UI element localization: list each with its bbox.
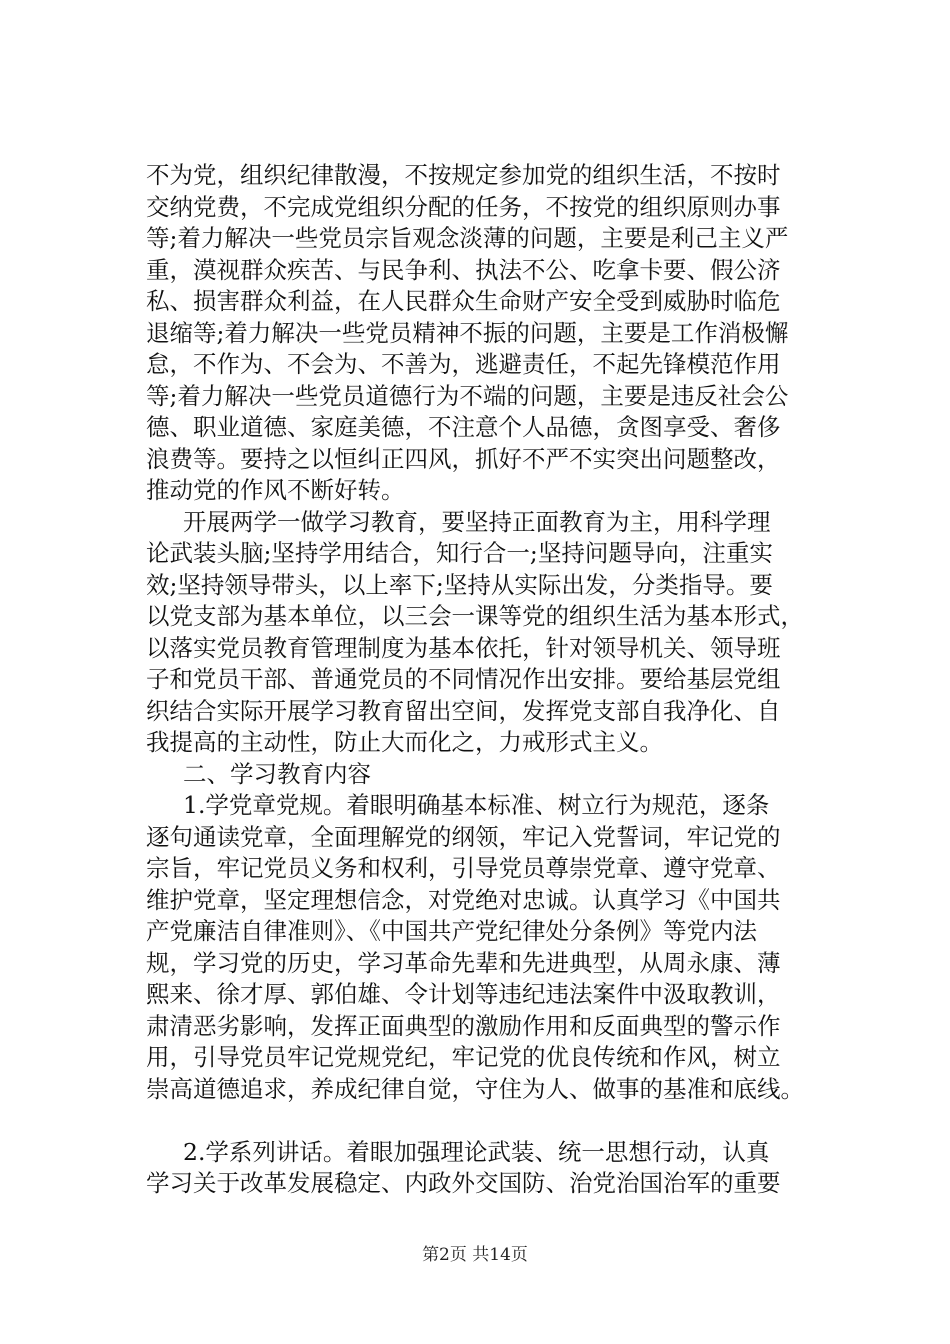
section-heading: 二、学习教育内容 [183,759,371,788]
text-line: 德、职业道德、家庭美德，不注意个人品德，贪图享受、奢侈 [146,413,781,441]
text-line: 效;坚持领导带头，以上率下;坚持从实际出发，分类指导。要 [146,570,773,599]
text-line: 怠，不作为、不会为、不善为，逃避责任，不起先锋模范作用 [146,350,781,378]
text-line: 等;着力解决一些党员道德行为不端的问题，主要是违反社会公 [146,381,789,410]
text-line: 我提高的主动性，防止大而化之，力戒形式主义。 [146,728,663,756]
text-line: 推动党的作风不断好转。 [146,476,405,504]
text-line: 等;着力解决一些党员宗旨观念淡薄的问题，主要是利己主义严 [146,224,789,252]
text-line: 织结合实际开展学习教育留出空间，发挥党支部自我净化、自 [146,696,781,725]
text-line: 学习关于改革发展稳定、内政外交国防、治党治国治军的重要 [146,1169,781,1197]
text-line: 交纳党费，不完成党组织分配的任务，不按党的组织原则办事 [146,192,781,221]
text-line: 熙来、徐才厚、郭伯雄、令计划等违纪违法案件中汲取教训， [146,980,781,1008]
text-line: 私、损害群众利益，在人民群众生命财产安全受到威胁时临危 [146,287,781,315]
paragraph-start: 开展两学一做学习教育，要坚持正面教育为主，用科学理 [183,507,771,536]
text-line: 维护党章，坚定理想信念，对党绝对忠诚。认真学习《中国共 [146,885,781,914]
text-line: 崇高道德追求，养成纪律自觉，守住为人、做事的基准和底线。 [146,1074,804,1103]
text-line: 以落实党员教育管理制度为基本依托，针对领导机关、领导班 [146,633,781,662]
text-line: 产党廉洁自律准则》、《中国共产党纪律处分条例》等党内法 [146,917,757,945]
text-line: 以党支部为基本单位，以三会一课等党的组织生活为基本形式， [146,602,804,630]
text-line: 逐句通读党章，全面理解党的纲领，牢记入党誓词，牢记党的 [146,822,781,851]
paragraph-start: 1.学党章党规。着眼明确基本标准、树立行为规范，逐条 [183,791,770,819]
page-footer: 第2页 共14页 [422,1245,528,1265]
text-line: 宗旨，牢记党员义务和权利，引导党员尊崇党章、遵守党章、 [146,854,781,882]
paragraph-start: 2.学系列讲话。着眼加强理论武装、统一思想行动，认真 [183,1137,770,1166]
text-line: 重，漠视群众疾苦、与民争利、执法不公、吃拿卡要、假公济 [146,255,781,284]
text-line: 浪费等。要持之以恒纠正四风，抓好不严不实突出问题整改， [146,444,781,473]
text-line: 规，学习党的历史，学习革命先辈和先进典型，从周永康、薄 [146,948,781,977]
text-line: 肃清恶劣影响，发挥正面典型的激励作用和反面典型的警示作 [146,1011,781,1040]
text-line: 不为党，组织纪律散漫，不按规定参加党的组织生活，不按时 [146,161,781,189]
text-line: 用，引导党员牢记党规党纪，牢记党的优良传统和作风，树立 [146,1043,781,1071]
text-line: 退缩等;着力解决一些党员精神不振的问题，主要是工作消极懈 [146,318,789,347]
text-line: 子和党员干部、普通党员的不同情况作出安排。要给基层党组 [146,665,781,693]
text-line: 论武装头脑;坚持学用结合，知行合一;坚持问题导向，注重实 [146,539,773,567]
